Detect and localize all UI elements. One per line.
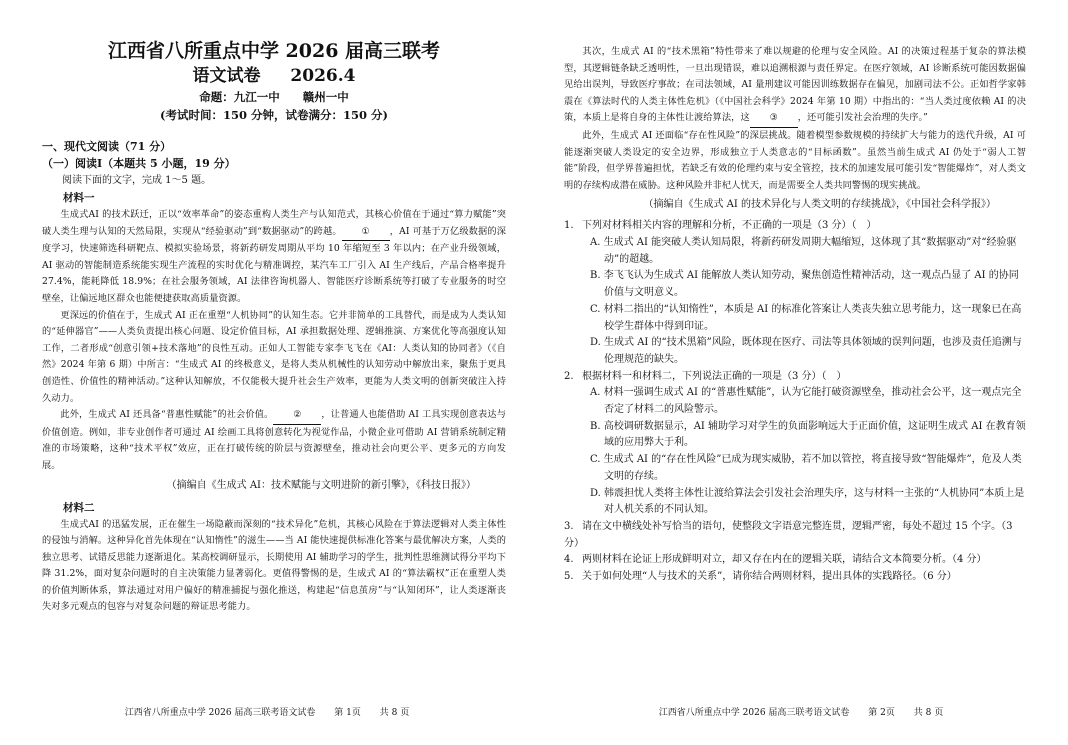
material-1-paragraph-1 — [42, 207, 506, 308]
paragraph-text: ，AI 可基于万亿级数据的深度学习，快速筛选科研靶点、模拟实验场景，将新药研发周期从平均 10 年缩短至 3 年以内；在产业升级领域，AI 驱动的智能制造系统能实现生产流程的实时优化与精准调控，某汽车工厂引入 AI 生产线后，产品合格率提升 27.4%，能耗降低 18.9%；在社会服务领域，AI 法律咨询机器人、智能医疗诊断系统等打破了专业服务的时空壁垒，让偏远地区群众也能便捷获取高质量资源。 — [42, 225, 506, 304]
question-1-option-A: A. 生成式 AI 能突破人类认知局限，将新药研发周期大幅缩短，这体现了其“数据驱动”对“经验驱动”的超越。 — [590, 237, 1017, 265]
question-2-option-C: C. 生成式 AI 的“存在性风险”已成为现实威胁，若不加以管控，将直接导致“智能爆炸”，危及人类文明的存续。 — [590, 454, 1022, 482]
material-2-paragraph-2 — [564, 44, 1026, 128]
section-heading: 一、现代文阅读（71 分） — [42, 140, 172, 153]
material-2-paragraph-1: 生成式AI 的迅猛发展，正在催生一场隐蔽而深刻的“技术异化”危机，其核心风险在于算法逻辑对人类主体性的侵蚀与消解。这种异化首先体现在“认知惰性”的滋生——当 AI 能快速提供标准化答案与最优解决方案，人类的独立思考、试错反思能力逐渐退化。某高校调研显示，长期使用 AI 辅助学习的学生，批判性思维测试得分平均下降 31.2%，面对复杂问题时的自主决策能力显著弱化。更值得警惕的是，生成式 AI 的“算法霸权”正在重塑人类的价值判断体系，算法通过对用户偏好的精准捕捉与强化推送，构建起“信息茧房”与“认知闭环”，让人类逐渐丧失对多元观点的包容与对复杂问题的辩证思考能力。 — [42, 518, 506, 613]
page-footer — [0, 707, 534, 719]
material-1-label: 材料一 — [63, 192, 95, 204]
question-4 — [564, 552, 1026, 569]
footer-title: 江西省八所重点中学 2026 届高三联考语文试卷 — [124, 708, 316, 718]
paragraph-text: 此外，生成式 AI 还具备“普惠性赋能”的社会价值。 — [60, 409, 274, 421]
question-2-option-D: D. 韩震担忧人类将主体性让渡给算法会引发社会治理失序，这与材料一主张的“人机协同”本质上是对人机关系的不同认知。 — [590, 487, 1025, 516]
footer-title: 江西省八所重点中学 2026 届高三联考语文试卷 — [658, 708, 850, 718]
question-1 — [564, 218, 1026, 235]
material-2-source: （摘编自《生成式 AI 的技术异化与人类文明的存续挑战》，《中国社会科学报》） — [643, 199, 996, 211]
question-stem: 关于如何处理“人与技术的关系”，请你结合两则材料，提出具体的实践路径。（6 分） — [582, 571, 957, 583]
fill-blank-3: ③ — [750, 110, 798, 128]
question-number: 3. — [564, 521, 574, 532]
footer-page-number: 第 2页 — [868, 708, 895, 718]
footer-total-pages: 共 8 页 — [913, 708, 944, 718]
question-stem: 根据材料一和材料二，下列说法正确的一项是（3 分）（ ） — [582, 370, 847, 382]
question-1-option-B: B. 李飞飞认为生成式 AI 能解放人类认知劳动，聚焦创造性精神活动，这一观点凸显了 AI 的协同价值与文明意义。 — [590, 270, 1019, 299]
fill-blank-1: ① — [342, 224, 390, 242]
paragraph-text: 其次，生成式 AI 的“技术黑箱”特性带来了难以规避的伦理与安全风险。AI 的决策过程基于复杂的算法模型，其逻辑链条缺乏透明性，一旦出现错误，难以追溯根源与责任界定。在医疗领域，AI 诊断系统可能因数据偏见给出误判，导致医疗事故；在司法领域，AI 量刑建议可能因训练数据存在偏见，加剧司法不公。正如哲学家韩震在《算法时代的人类主体性危机》（《中国社会科学》2024 年第 10 期）中指出的：“当人类过度依赖 AI 的决策，本质上是将自身的主体性让渡给算法，这 — [564, 46, 1026, 124]
question-stem: 两则材料在论证上形成鲜明对立，却又存在内在的逻辑关联，请结合文本简要分析。（4 分） — [582, 554, 987, 566]
exam-info: (考试时间：150 分钟，试卷满分：150 分) — [160, 108, 388, 122]
question-3 — [564, 519, 1026, 552]
question-number: 1. — [564, 220, 574, 232]
question-1-option-C: C. 材料二指出的“认知惰性”，本质是 AI 的标准化答案让人类丧失独立思考能力，这一现象已在高校学生群体中得到印证。 — [590, 303, 1022, 332]
question-number: 4. — [564, 554, 574, 566]
fill-blank-2: ② — [273, 407, 321, 425]
section-subheading: （一）阅读Ⅰ（本题共 5 小题，19 分） — [42, 157, 236, 170]
question-number: 2. — [564, 370, 574, 382]
question-list — [564, 218, 1026, 585]
exam-date: 2026.4 — [290, 66, 356, 86]
question-1-option-D: D. 生成式 AI 的“技术黑箱”风险，既体现在医疗、司法等具体领域的误判问题，也涉及责任追溯与伦理规范的缺失。 — [590, 337, 1022, 365]
paragraph-text: ，让普通人也能借助 AI 工具实现创意表达与价值创造。例如，非专业创作者可通过 AI 绘画工具将创意转化为视觉作品，小微企业可借助 AI 营销系统制定精准的市场策略，这种“技术平权”效应，正在打破传统的阶层与资源壁垒，推动社会向更公平、更多元的方向发展。 — [42, 409, 506, 471]
material-2-label: 材料二 — [63, 501, 95, 514]
exam-subtitle — [42, 64, 506, 88]
material-1-paragraph-2: 更深远的价值在于，生成式 AI 正在重塑“人机协同”的认知生态。它并非简单的工具替代，而是成为人类认知的“延伸器官”——人类负责提出核心问题、设定价值目标，AI 承担数据处理、逻辑推演、方案优化等高强度认知工作，二者形成“创意引领+技术落地”的良性互动。正如人工智能专家李飞飞在《AI：人类认知的协同者》（《自然》2024 年第 6 期）中所言：“生成式 AI 的终极意义，是将人类从机械性的认知劳动中解放出来，聚焦于更具创造性、价值性的精神活动。”这种认知解放，不仅能极大提升社会生产效率，更能为人类文明的创新突破注入持久动力。 — [42, 309, 506, 404]
material-1-source: （摘编自《生成式 AI：技术赋能与文明进阶的新引擎》，《科技日报》） — [166, 479, 476, 491]
reading-instruction: 阅读下面的文字，完成 1～5 题。 — [62, 175, 212, 186]
question-2-option-A: A. 材料一强调生成式 AI 的“普惠性赋能”，认为它能打破资源壁垒，推动社会公平，这一观点完全否定了材料二的风险警示。 — [590, 387, 1022, 416]
footer-total-pages: 共 8 页 — [379, 708, 410, 718]
material-1-paragraph-3 — [42, 407, 506, 474]
exam-page-2 — [534, 0, 1068, 745]
question-5 — [564, 569, 1026, 586]
question-2 — [564, 369, 1026, 386]
paragraph-text: 生成式AI 的技术跃迁，正以“效率革命”的姿态重构人类生产与认知范式，其核心价值在于通过“算力赋能”突破人类生理与认知的天然局限，实现从“经验驱动”到“数据驱动”的跨越。 — [42, 209, 506, 237]
footer-page-number: 第 1页 — [334, 708, 361, 718]
question-stem: 下列对材料相关内容的理解和分析，不正确的一项是（3 分）（ ） — [582, 220, 877, 232]
page-footer — [534, 707, 1068, 719]
question-stem: 请在文中横线处补写恰当的语句，使整段文字语意完整连贯，逻辑严密，每处不超过 15 个字。（3 分） — [564, 521, 1013, 549]
setters: 命题：九江一中 赣州一中 — [199, 90, 349, 104]
question-number: 5. — [564, 571, 574, 583]
subject-name: 语文试卷 — [192, 66, 261, 86]
material-2-paragraph-3: 此外，生成式 AI 还面临“存在性风险”的深层挑战。随着模型参数规模的持续扩大与能力的迭代升级，AI 可能逐渐突破人类设定的安全边界，形成独立于人类意志的“目标函数”。虽然当前生成式 AI 仍处于“弱人工智能”阶段，但学界普遍担忧，若缺乏有效的伦理约束与安全管控，技术的加速发展可能引发“智能爆炸”，对人类文明的存续构成潜在威胁。这种风险并非杞人忧天，而是需要全人类共同警惕的现实挑战。 — [564, 129, 1026, 191]
exam-title: 江西省八所重点中学 2026 届高三联考 — [107, 40, 441, 62]
paragraph-text: ，还可能引发社会治理的失序。” — [797, 112, 928, 124]
question-2-option-B: B. 高校调研数据显示，AI 辅助学习对学生的负面影响远大于正面价值，这证明生成式 AI 在教育领域的应用弊大于利。 — [590, 420, 1026, 449]
